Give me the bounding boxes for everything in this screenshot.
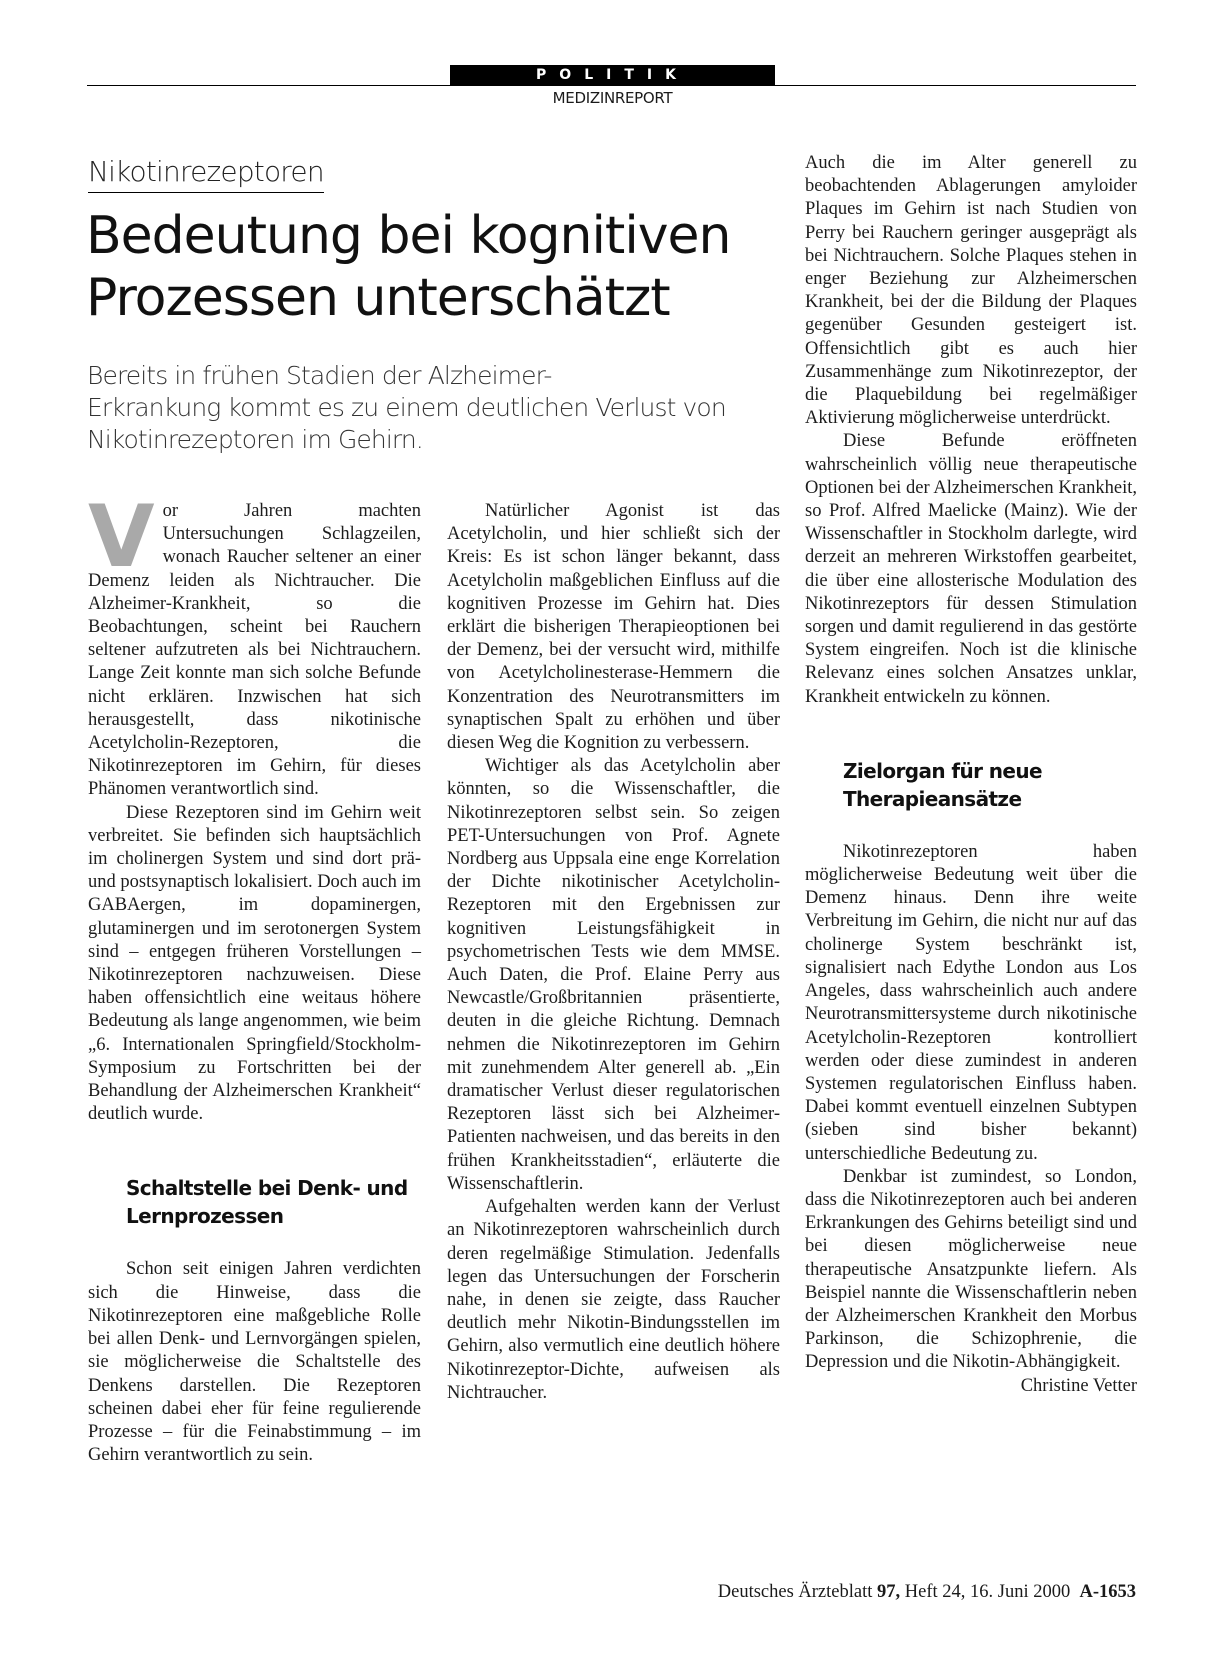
page-footer — [718, 1582, 1136, 1603]
journal-issue: Heft 24, 16. Juni 2000 — [904, 1582, 1071, 1602]
headline-line-1: Bedeutung bei kognitiven — [86, 206, 731, 266]
drop-cap: V — [88, 487, 155, 587]
article-kicker: Nikotinrezeptoren — [88, 155, 324, 193]
headline-line-2: Prozessen unterschätzt — [86, 268, 670, 328]
text-column-3 — [805, 152, 1137, 1398]
paragraph: Auch die im Alter generell zu beobachtenden Ablagerungen amyloider Plaques im Gehirn ist nach Studien von Perry bei Rauchern geringer ausgeprägt als bei Nichtrauchern. Solche Plaques stehen in enger Beziehung zur Alzheimerschen Krankheit, bei der die Bildung der Plaques gegenüber Gesunden gesteigert ist. Offensichtlich gibt es auch hier Zusammenhänge zum Nikotinrezeptor, der die Plaquebildung bei regelmäßiger Aktivierung möglicherweise unterdrückt. — [805, 153, 1137, 429]
page-number: A-1653 — [1079, 1582, 1136, 1602]
subheading: Zielorgan für neue Therapieansätze — [843, 758, 1042, 811]
header-rule-left — [87, 85, 450, 86]
header-rule-right — [775, 85, 1136, 86]
author-name: Christine Vetter — [1020, 1375, 1137, 1396]
article-lead — [87, 360, 747, 456]
paragraph: Diese Rezeptoren sind im Gehirn weit verbreitet. Sie befinden sich hauptsächlich im cholinergen System und sind dort prä- und postsynaptisch lokalisiert. Doch auch im GABAergen, im dopaminergen, glutaminergen und im serotonergen System sind – entgegen früheren Vorstellungen – Nikotinrezeptoren nachzuweisen. Diese haben offensichtlich eine weitaus höhere Bedeutung als lange angenommen, wie beim „6. Internationalen Springfield/Stockholm-Symposium zu Fortschritten bei der Behandlung der Alzheimerschen Krankheit“ deutlich wurde. — [88, 802, 421, 1125]
lead-line-2: Erkrankung kommt es zu einem deutlichen Verlust von — [87, 393, 726, 422]
paragraph: Schon seit einigen Jahren verdichten sich die Hinweise, dass die Nikotinrezeptoren eine maßgebliche Rolle bei allen Denk- und Lernvorgängen spielen, sie möglicherweise die Schaltstelle des Denkens darstellen. Die Rezeptoren scheinen dabei eher für feine regulierende Prozesse – für die Feinabstimmung – im Gehirn verantwortlich zu sein. — [88, 1259, 421, 1466]
paragraph: Natürlicher Agonist ist das Acetylcholin, und hier schließt sich der Kreis: Es ist schon länger bekannt, dass Acetylcholin maßgeblichen Einfluss auf die kognitiven Prozesse im Gehirn hat. Dies erklärt die bisherigen Therapieoptionen bei der Demenz, bei der versucht wird, mithilfe von Acetylcholinesterase-Hemmern die Konzentration des Neurotransmitters im synaptischen Spalt zu erhöhen und über diesen Weg die Kognition zu verbessern. — [447, 501, 780, 754]
lead-line-1: Bereits in frühen Stadien der Alzheimer- — [87, 361, 552, 390]
subheading: Schaltstelle bei Denk- und Lernprozessen — [126, 1176, 408, 1229]
paragraph: Diese Befunde eröffneten wahrscheinlich völlig neue therapeutische Optionen bei der Alzheimerschen Krankheit, so Prof. Alfred Maelicke (Mainz). Wie der Wissenschaftler in Stockholm darlegte, wird derzeit an mehreren Wirkstoffen gearbeitet, die über eine allosterische Modulation des Nikotinrezeptors für dessen Stimulation sorgen und damit regulierend in das gestörte System eingreifen. Noch ist die klinische Relevanz eines solchen Ansatzes unklar, Krankheit entwickeln zu können. — [805, 431, 1137, 707]
paragraph: Aufgehalten werden kann der Verlust an Nikotinrezeptoren wahrscheinlich durch deren regelmäßige Stimulation. Jedenfalls legen das Untersuchungen der Forscherin nahe, in denen sie zeigte, dass Raucher deutlich mehr Nikotin-Bindungsstellen im Gehirn, also vermutlich eine deutlich höhere Nikotinrezeptor-Dichte, aufweisen als Nichtraucher. — [447, 1197, 780, 1403]
section-label: POLITIK — [450, 65, 775, 86]
paragraph: Nikotinrezeptoren haben möglicherweise Bedeutung weit über die Demenz hinaus. Denn ihre weite Verbreitung im Gehirn, die nicht nur auf das cholinerge System beschränkt ist, signalisiert nach Edythe London aus Los Angeles, dass wahrscheinlich auch andere Neurotransmittersysteme durch nikotinische Acetylcholin-Rezeptoren kontrolliert werden oder diese zumindest in anderen Systemen regulatorischen Einfluss haben. Dabei kommt eventuell einzelnen Subtypen (sieben sind bisher bekannt) unterschiedliche Bedeutung zu. — [805, 841, 1137, 1164]
paragraph-text: Denkbar ist zumindest, so London, dass die Nikotinrezeptoren auch bei anderen Erkrankungen des Gehirns beteiligt sind und bei diesen möglicherweise neue therapeutische Ansatzpunkte liefern. Als Beispiel nannte die Wissenschaftlerin neben der Alzheimerschen Krankheit den Morbus Parkinson, die Schizophrenie, die Depression und die Nikotin-Abhängigkeit. — [805, 1166, 1137, 1373]
paragraph: Wichtiger als das Acetylcholin aber könnten, so die Wissenschaftler, die Nikotinrezeptoren selbst sein. So zeigen PET-Untersuchungen von Prof. Agnete Nordberg aus Uppsala eine enge Korrelation der Dichte nikotinischer Acetylcholin-Rezeptoren mit den Ergebnissen zur kognitiven Leistungsfähigkeit in psychometrischen Tests wie dem MMSE. Auch Daten, die Prof. Elaine Perry aus Newcastle/Großbritannien präsentierte, deuten in die gleiche Richtung. Demnach nehmen die Nikotinrezeptoren im Gehirn mit zunehmendem Alter generell ab. „Ein dramatischer Verlust dieser regulatorischen Rezeptoren lässt sich bei Alzheimer-Patienten nachweisen, und das bereits in den frühen Krankheitsstadien“, erläuterte die Wissenschaftlerin. — [447, 756, 780, 1194]
text-column-2 — [447, 500, 780, 1405]
journal-volume: 97, — [877, 1582, 901, 1602]
paragraph: or Jahren machten Untersuchungen Schlagzeilen, wonach Raucher seltener an einer Demenz leiden als Nichtraucher. Die Alzheimer-Krankheit, so die Beobachtungen, scheint bei Rauchern seltener aufzutreten als bei Nichtrauchern. Lange Zeit konnte man sich solche Befunde nicht erklären. Inzwischen hat sich herausgestellt, dass nikotinische Acetylcholin-Rezeptoren, die Nikotinrezeptoren im Gehirn, für dieses Phänomen verantwortlich sind. — [88, 501, 421, 800]
paragraph — [805, 1166, 1137, 1396]
text-column-1 — [88, 487, 421, 1467]
article-headline — [86, 205, 756, 329]
subsection-label: MEDIZINREPORT — [552, 89, 673, 107]
lead-line-3: Nikotinrezeptoren im Gehirn. — [87, 425, 423, 454]
journal-name: Deutsches Ärzteblatt — [717, 1582, 873, 1602]
